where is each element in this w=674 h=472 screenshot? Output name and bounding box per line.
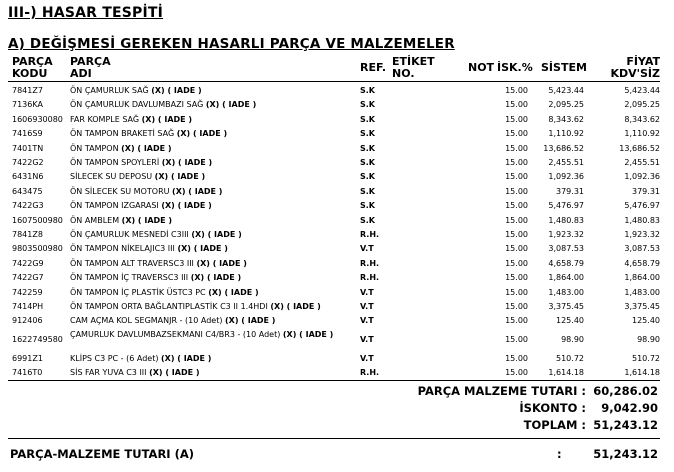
- table-row: [0, 214, 674, 228]
- part-discount: 15.00: [505, 201, 528, 211]
- part-system-price: 379.31: [556, 186, 584, 196]
- table-row: [0, 142, 674, 156]
- part-name: [70, 185, 222, 199]
- table-row: [0, 329, 674, 351]
- header-price: FİYAT KDV'SİZ: [610, 55, 660, 80]
- part-name-text: ÖN AMBLEM: [70, 215, 120, 225]
- part-name-text: ÖN ÇAMURLUK MESNEDİ C3III: [70, 230, 189, 239]
- part-flags: (X) ( IADE ): [172, 186, 223, 196]
- part-name: [70, 271, 241, 285]
- part-system-price: 3,087.53: [548, 244, 584, 254]
- part-ref: S.K: [360, 86, 375, 95]
- part-system-price: 1,614.18: [548, 368, 584, 378]
- part-flags: (X) ( IADE ): [149, 368, 200, 378]
- part-name-text: KLİPS C3 PC - (6 Adet): [70, 353, 159, 363]
- part-name: [70, 127, 227, 141]
- part-price: 5,423.44: [624, 86, 660, 95]
- part-system-price: 1,110.92: [548, 129, 584, 139]
- header-discount: İSK.%: [497, 61, 533, 74]
- discount-value: 9,042.90: [601, 401, 658, 415]
- table-row: [0, 113, 674, 127]
- part-price: 13,686.52: [619, 143, 660, 153]
- discount-label: İSKONTO :: [519, 401, 586, 415]
- part-code: 7841Z7: [12, 86, 43, 95]
- part-price: 1,480.83: [624, 215, 660, 225]
- part-name-text: SİLECEK SU DEPOSU: [70, 172, 153, 182]
- part-name-text: ÖN TAMPON İÇ TRAVERSC3 III: [70, 273, 189, 283]
- part-price: 3,375.45: [624, 302, 660, 311]
- part-price: 125.40: [632, 316, 660, 326]
- part-flags: (X) ( IADE ): [161, 158, 213, 167]
- part-name: [70, 214, 172, 228]
- part-discount: 15.00: [505, 114, 528, 124]
- part-flags: (X) ( IADE ): [282, 329, 334, 339]
- part-name: [70, 366, 199, 380]
- table-row: [0, 300, 674, 314]
- part-price: 510.72: [632, 353, 660, 363]
- part-discount: 15.00: [505, 215, 528, 225]
- part-flags: (X) ( IADE ): [161, 201, 212, 211]
- part-name: [70, 156, 212, 170]
- table-row: [0, 127, 674, 141]
- part-name-text: ÖN TAMPON ALT TRAVERSC3 III: [70, 258, 194, 268]
- part-price: 4,658.79: [624, 258, 660, 268]
- table-row: [0, 242, 674, 256]
- part-name-text: ÖN TAMPON İÇ PLASTİK ÜSTC3 PC: [70, 287, 206, 297]
- part-discount: 15.00: [505, 302, 528, 311]
- part-price: 1,614.18: [624, 368, 660, 378]
- part-ref: V.T: [360, 287, 374, 297]
- table-row: [0, 271, 674, 285]
- part-ref: S.K: [360, 100, 375, 110]
- part-code: 742259: [12, 287, 43, 297]
- part-name-text: ÖN TAMPON ORTA BAĞLANTIPLASTİK C3 II 1.4HDI: [70, 302, 268, 311]
- grand-total-colon: :: [557, 447, 562, 461]
- part-ref: V.T: [360, 316, 374, 326]
- part-name: [70, 300, 321, 314]
- part-discount: 15.00: [505, 334, 528, 344]
- part-discount: 15.00: [505, 273, 528, 283]
- part-system-price: 1,483.00: [548, 287, 584, 297]
- header-part-name: PARÇA ADI: [70, 55, 111, 80]
- part-name-text: ÖN TAMPON BRAKETİ SAĞ: [70, 129, 175, 139]
- table-row: [0, 286, 674, 300]
- part-discount: 15.00: [505, 258, 528, 268]
- part-flags: (X) ( IADE ): [190, 273, 242, 283]
- part-discount: 15.00: [505, 100, 528, 110]
- totals-divider: [8, 380, 660, 381]
- part-discount: 15.00: [505, 86, 528, 95]
- section-title: III-) HASAR TESPİTİ: [8, 5, 164, 21]
- part-name: [70, 84, 202, 98]
- part-flags: (X) ( IADE ): [151, 86, 202, 95]
- part-ref: V.T: [360, 244, 374, 254]
- part-name-text: ÖN ÇAMURLUK SAĞ: [70, 86, 149, 95]
- part-name-text: ÖN TAMPON SPOYLERİ: [70, 158, 160, 167]
- part-price: 1,864.00: [624, 273, 660, 283]
- part-discount: 15.00: [505, 129, 528, 139]
- part-flags: (X) ( IADE ): [177, 244, 228, 254]
- part-ref: S.K: [360, 143, 375, 153]
- part-name-text: FAR KOMPLE SAĞ: [70, 114, 140, 124]
- table-row: [0, 170, 674, 184]
- total-value: 51,243.12: [593, 418, 658, 432]
- part-ref: S.K: [360, 201, 375, 211]
- table-row: [0, 84, 674, 98]
- part-price: 2,455.51: [624, 158, 660, 167]
- part-discount: 15.00: [505, 172, 528, 182]
- part-flags: (X) ( IADE ): [161, 353, 212, 363]
- part-flags: (X) ( IADE ): [270, 302, 321, 311]
- part-price: 1,110.92: [624, 129, 660, 139]
- table-row: [0, 314, 674, 328]
- part-name: [70, 286, 259, 300]
- table-row: [0, 257, 674, 271]
- part-system-price: 1,092.36: [548, 172, 584, 182]
- part-price: 98.90: [637, 334, 660, 344]
- part-system-price: 1,480.83: [548, 215, 584, 225]
- part-flags: (X) ( IADE ): [196, 258, 247, 268]
- part-price: 1,483.00: [624, 287, 660, 297]
- part-price: 3,087.53: [624, 244, 660, 254]
- part-system-price: 5,476.97: [548, 201, 584, 211]
- part-name: [70, 170, 205, 184]
- part-name: [70, 228, 242, 242]
- part-ref: R.H.: [360, 273, 380, 283]
- part-code: 6431N6: [12, 172, 44, 182]
- header-ref: REF.: [360, 61, 387, 74]
- part-name-text: ÇAMURLUK DAVLUMBAZSEKMANI C4/BR3 - (10 Adet): [70, 329, 281, 339]
- part-price: 8,343.62: [624, 114, 660, 124]
- part-system-price: 13,686.52: [543, 143, 584, 153]
- header-note: NOT: [468, 61, 495, 74]
- part-name: [70, 98, 256, 112]
- grand-total-divider: [8, 438, 660, 439]
- part-price: 1,092.36: [624, 172, 660, 182]
- part-price: 1,923.32: [624, 230, 660, 239]
- part-ref: S.K: [360, 186, 375, 196]
- part-code: 912406: [12, 316, 43, 326]
- part-system-price: 4,658.79: [548, 258, 584, 268]
- part-discount: 15.00: [505, 230, 528, 239]
- part-flags: (X) ( IADE ): [205, 100, 257, 110]
- part-name-text: ÖN ÇAMURLUK DAVLUMBAZI SAĞ: [70, 100, 204, 110]
- part-discount: 15.00: [505, 186, 528, 196]
- part-code: 7136KA: [12, 100, 43, 110]
- part-code: 7422G2: [12, 158, 44, 167]
- parts-total-value: 60,286.02: [593, 384, 658, 398]
- part-name: [70, 113, 192, 127]
- part-ref: V.T: [360, 353, 374, 363]
- part-code: 7422G9: [12, 258, 44, 268]
- part-name-text: CAM AÇMA KOL SEGMANJR - (10 Adet): [70, 316, 223, 326]
- table-row: [0, 352, 674, 366]
- part-name-text: ÖN SİLECEK SU MOTORU: [70, 186, 170, 196]
- header-part-code: PARÇA KODU: [12, 55, 53, 80]
- part-code: 6991Z1: [12, 353, 43, 363]
- part-flags: (X) ( IADE ): [154, 172, 206, 182]
- part-system-price: 1,923.32: [548, 230, 584, 239]
- part-ref: R.H.: [360, 258, 380, 268]
- part-ref: V.T: [360, 302, 374, 311]
- part-code: 7414PH: [12, 302, 44, 311]
- part-system-price: 2,095.25: [548, 100, 584, 110]
- subsection-title: A) DEĞİŞMESİ GEREKEN HASARLI PARÇA VE MALZEMELER: [8, 36, 455, 52]
- part-price: 379.31: [632, 186, 660, 196]
- header-system: SİSTEM: [541, 61, 587, 74]
- part-ref: S.K: [360, 172, 375, 182]
- part-name: [70, 242, 228, 256]
- part-name: [70, 352, 211, 366]
- part-name: [70, 330, 355, 340]
- part-system-price: 1,864.00: [548, 273, 584, 283]
- part-ref: S.K: [360, 129, 375, 139]
- table-row: [0, 98, 674, 112]
- part-price: 5,476.97: [624, 201, 660, 211]
- part-discount: 15.00: [505, 368, 528, 378]
- part-code: 1607500980: [12, 215, 63, 225]
- part-code: 7416S9: [12, 129, 43, 139]
- part-ref: S.K: [360, 215, 375, 225]
- part-system-price: 3,375.45: [548, 302, 584, 311]
- part-flags: (X) ( IADE ): [208, 287, 259, 297]
- part-flags: (X) ( IADE ): [176, 129, 228, 139]
- parts-total-label: PARÇA MALZEME TUTARI :: [417, 384, 586, 398]
- part-ref: S.K: [360, 114, 375, 124]
- header-divider: [8, 81, 660, 82]
- part-price: 2,095.25: [624, 100, 660, 110]
- part-system-price: 2,455.51: [548, 158, 584, 167]
- part-flags: (X) ( IADE ): [121, 215, 173, 225]
- part-name-text: ÖN TAMPON IZGARASI: [70, 201, 159, 211]
- part-flags: (X) ( IADE ): [225, 316, 276, 326]
- part-name: [70, 314, 275, 328]
- part-system-price: 125.40: [556, 316, 584, 326]
- part-ref: V.T: [360, 334, 374, 344]
- table-row: [0, 199, 674, 213]
- part-discount: 15.00: [505, 158, 528, 167]
- part-code: 7422G3: [12, 201, 44, 211]
- part-code: 1606930080: [12, 114, 63, 124]
- part-name: [70, 199, 212, 213]
- table-row: [0, 366, 674, 380]
- part-discount: 15.00: [505, 244, 528, 254]
- part-code: 7422G7: [12, 273, 44, 283]
- part-name: [70, 142, 172, 156]
- part-ref: R.H.: [360, 368, 380, 378]
- part-code: 1622749580: [12, 334, 63, 344]
- total-label: TOPLAM :: [523, 418, 586, 432]
- header-label-no: ETİKET NO.: [392, 55, 435, 80]
- part-name-text: SİS FAR YUVA C3 III: [70, 368, 147, 378]
- part-flags: (X) ( IADE ): [141, 114, 193, 124]
- grand-total-value: 51,243.12: [593, 447, 658, 461]
- grand-total-label: PARÇA-MALZEME TUTARI (A): [10, 447, 194, 461]
- table-row: [0, 228, 674, 242]
- part-discount: 15.00: [505, 353, 528, 363]
- part-name-text: ÖN TAMPON: [70, 143, 119, 153]
- part-name: [70, 257, 247, 271]
- part-name-text: ÖN TAMPON NİKELAJIC3 III: [70, 244, 175, 254]
- part-system-price: 5,423.44: [548, 86, 584, 95]
- part-system-price: 98.90: [561, 334, 584, 344]
- table-row: [0, 185, 674, 199]
- part-system-price: 8,343.62: [548, 114, 584, 124]
- part-flags: (X) ( IADE ): [191, 230, 242, 239]
- part-discount: 15.00: [505, 143, 528, 153]
- part-code: 643475: [12, 186, 43, 196]
- part-ref: R.H.: [360, 230, 380, 239]
- table-row: [0, 156, 674, 170]
- part-code: 7401TN: [12, 143, 44, 153]
- part-code: 9803500980: [12, 244, 63, 254]
- part-discount: 15.00: [505, 287, 528, 297]
- part-system-price: 510.72: [556, 353, 584, 363]
- part-ref: S.K: [360, 158, 375, 167]
- part-flags: (X) ( IADE ): [121, 143, 172, 153]
- part-discount: 15.00: [505, 316, 528, 326]
- part-code: 7841Z8: [12, 230, 43, 239]
- part-code: 7416T0: [12, 368, 43, 378]
